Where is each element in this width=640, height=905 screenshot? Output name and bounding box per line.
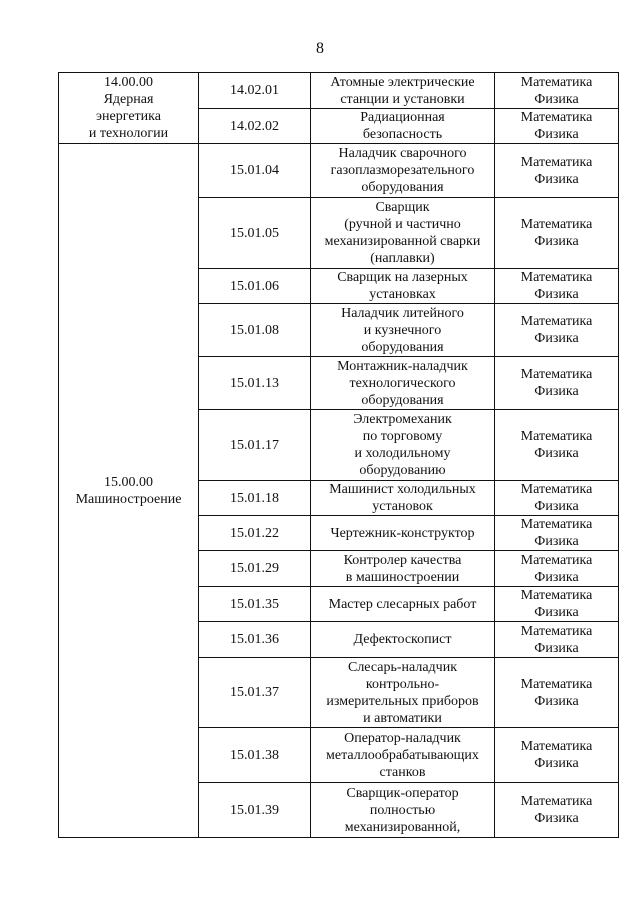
subjects-cell [495, 198, 619, 269]
text-line: механизированной сварки [324, 234, 481, 249]
table-row [59, 73, 619, 109]
table-row [59, 144, 619, 198]
text-line: Математика [520, 367, 593, 382]
subjects-cell [495, 109, 619, 144]
text-line: оборудования [361, 339, 444, 355]
text-line: станции и установки [340, 91, 465, 107]
profession-name-cell [311, 144, 495, 198]
text-line: Машиностроение [75, 491, 182, 507]
text-line: Физика [534, 569, 579, 585]
profession-code-cell: 15.01.22 [199, 516, 311, 551]
subjects-cell [495, 144, 619, 198]
profession-name-cell [311, 198, 495, 269]
text-line: установок [372, 499, 433, 514]
text-line: Мастер слесарных работ [328, 596, 477, 612]
text-line: станков [379, 764, 426, 780]
text-line: Наладчик сварочного [338, 146, 467, 161]
text-line: Математика [520, 676, 593, 692]
text-line: Физика [534, 446, 579, 461]
profession-name-cell [311, 551, 495, 587]
profession-name-cell [311, 109, 495, 144]
profession-code-cell: 15.01.39 [199, 783, 311, 838]
text-line: в машиностроении [345, 569, 460, 585]
text-line: и автоматики [363, 710, 442, 726]
profession-code-cell: 15.01.35 [199, 587, 311, 622]
group-code: 14.00.00 [104, 75, 153, 90]
profession-code-cell: 15.01.37 [199, 658, 311, 728]
text-line: Чертежник-конструктор [330, 525, 475, 541]
text-line: полностью [369, 802, 436, 818]
profession-name-cell [311, 658, 495, 728]
text-line: Атомные электрические [330, 74, 475, 90]
text-line: и технологии [88, 126, 169, 141]
subjects-cell [495, 481, 619, 516]
text-line: Физика [534, 640, 579, 656]
profession-code-cell: 15.01.06 [199, 269, 311, 304]
subjects-cell [495, 783, 619, 838]
text-line: оборудования [361, 180, 444, 195]
text-line: Слесарь-наладчик [347, 659, 458, 675]
profession-name-cell [311, 728, 495, 783]
text-line: Физика [534, 534, 579, 549]
text-line: установках [369, 287, 436, 302]
subjects-cell [495, 728, 619, 783]
text-line: Математика [520, 588, 593, 603]
profession-code-cell: 15.01.08 [199, 304, 311, 357]
subjects-cell [495, 658, 619, 728]
text-line: по торговому [362, 429, 443, 444]
text-line: оборудованию [359, 463, 446, 478]
subjects-cell [495, 587, 619, 622]
text-line: механизированной, [344, 819, 461, 835]
profession-code-cell: 15.01.05 [199, 198, 311, 269]
text-line: Математика [520, 794, 593, 809]
text-line: газоплазморезательного [330, 163, 475, 178]
qualifications-table [58, 72, 619, 838]
text-line: Математика [520, 74, 593, 90]
group-cell [59, 73, 199, 144]
text-line: Физика [534, 384, 579, 399]
subjects-cell [495, 551, 619, 587]
text-line: (наплавки) [370, 251, 435, 266]
text-line: Математика [520, 217, 593, 232]
text-line: металлообрабатывающих [326, 747, 479, 763]
text-line: Ядерная [103, 92, 154, 107]
text-line: Оператор-наладчик [344, 730, 461, 746]
profession-name-cell [311, 587, 495, 622]
text-line: Радиационная [360, 110, 445, 125]
text-line: Машинист холодильных [329, 482, 476, 497]
text-line: Физика [534, 331, 579, 346]
text-line: измерительных приборов [326, 693, 479, 709]
text-line: Физика [534, 91, 579, 107]
text-line: Сварщик [375, 200, 430, 215]
text-line: оборудования [361, 392, 444, 408]
text-line: Физика [534, 811, 579, 826]
text-line: технологического [349, 375, 456, 391]
text-line: Математика [520, 482, 593, 497]
text-line: Контролер качества [343, 552, 462, 568]
subjects-cell [495, 516, 619, 551]
text-line: Математика [520, 517, 593, 532]
profession-name-cell [311, 622, 495, 658]
text-line: Математика [520, 270, 593, 285]
text-line: Математика [520, 623, 593, 639]
profession-code-cell: 15.01.18 [199, 481, 311, 516]
text-line: Физика [534, 693, 579, 709]
subjects-cell [495, 410, 619, 481]
table-body [59, 73, 619, 838]
text-line: Математика [520, 110, 593, 125]
text-line: контрольно- [365, 676, 440, 692]
page-number: 8 [316, 40, 324, 57]
text-line: Физика [534, 171, 579, 187]
profession-code-cell: 15.01.13 [199, 357, 311, 410]
subjects-cell [495, 269, 619, 304]
text-line: Монтажник-наладчик [337, 358, 468, 374]
text-line: Физика [534, 287, 579, 302]
text-line: Математика [520, 314, 593, 329]
profession-name-cell [311, 304, 495, 357]
text-line: Физика [534, 127, 579, 142]
profession-name-cell [311, 269, 495, 304]
profession-code-cell: 15.01.04 [199, 144, 311, 198]
profession-name-cell [311, 357, 495, 410]
subjects-cell [495, 357, 619, 410]
text-line: Сварщик на лазерных [337, 270, 468, 285]
group-code: 15.00.00 [104, 474, 153, 490]
text-line: Электромеханик [353, 412, 452, 427]
profession-code-cell: 15.01.29 [199, 551, 311, 587]
profession-code-cell: 15.01.17 [199, 410, 311, 481]
text-line: безопасность [362, 127, 443, 142]
profession-code-cell: 14.02.02 [199, 109, 311, 144]
profession-name-cell [311, 410, 495, 481]
text-line: Физика [534, 756, 579, 771]
text-line: энергетика [96, 109, 161, 124]
profession-code-cell: 14.02.01 [199, 73, 311, 109]
text-line: Физика [534, 605, 579, 620]
text-line: Дефектоскопист [353, 632, 452, 647]
profession-code-cell: 15.01.36 [199, 622, 311, 658]
text-line: Математика [520, 429, 593, 444]
text-line: Математика [520, 154, 593, 170]
text-line: и кузнечного [363, 322, 442, 338]
subjects-cell [495, 304, 619, 357]
subjects-cell [495, 622, 619, 658]
profession-code-cell: 15.01.38 [199, 728, 311, 783]
profession-name-cell [311, 783, 495, 838]
text-line: и холодильному [354, 446, 451, 461]
subjects-cell [495, 73, 619, 109]
text-line: Математика [520, 552, 593, 568]
text-line: (ручной и частично [344, 217, 461, 232]
text-line: Сварщик-оператор [346, 785, 459, 801]
text-line: Физика [534, 234, 579, 249]
profession-name-cell [311, 516, 495, 551]
group-cell [59, 144, 199, 838]
profession-name-cell [311, 481, 495, 516]
text-line: Физика [534, 499, 579, 514]
text-line: Математика [520, 739, 593, 754]
text-line: Наладчик литейного [341, 305, 464, 321]
profession-name-cell [311, 73, 495, 109]
